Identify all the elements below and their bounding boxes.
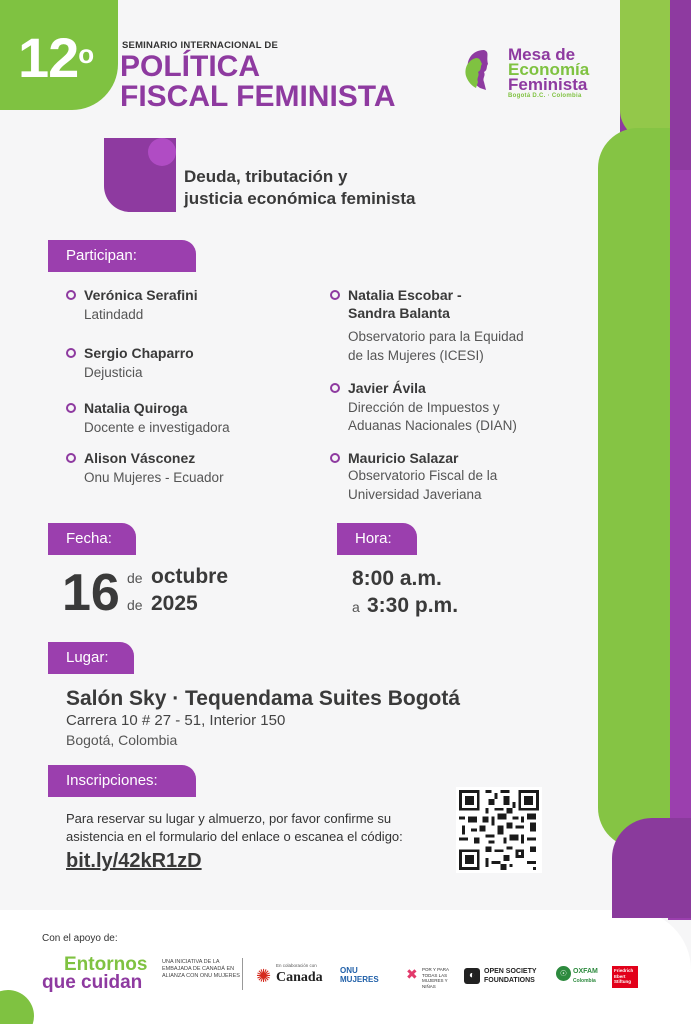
participant-name: Mauricio Salazar [348,450,459,466]
entornos-que-cuidan-logo [42,955,242,995]
registration-line1: Para reservar su lugar y almuerzo, por favor confirme su [66,811,392,826]
entornos-description: UNA INICIATIVA DE LA EMBAJADA DE CANADÁ EN ALIANZA CON ONU MUJERES [162,959,240,979]
open-society-logo [464,968,544,988]
entornos-word: Entornos [64,954,148,975]
date-month: octubre [151,565,229,588]
subtitle-line2: justicia económica feminista [184,189,416,208]
date-de2: de [127,597,143,613]
oxfam-word: OXFAM [573,968,598,975]
bullet-icon [330,453,340,463]
page-title-line1: POLÍTICA [120,50,260,83]
participant-name: Natalia Quiroga [84,400,188,416]
registration-label: Inscripciones: [48,765,196,797]
participant-org: Onu Mujeres - Ecuador [84,470,224,485]
support-caption: Con el apoyo de: [42,933,118,944]
onu-mujeres-logo [340,966,402,988]
bullet-icon [330,383,340,393]
venue-label: Lugar: [48,642,134,674]
logo-location: Bogotá D.C. · Colombia [508,93,582,99]
maple-leaf-icon: ✺ [256,966,272,986]
oxfam-country: Colombia [573,978,596,984]
participant-org: Observatorio Fiscal de la [348,468,498,483]
oxfam-logo [556,966,606,990]
venue-name: Salón Sky · Tequendama Suites Bogotá [66,687,461,710]
participant-name: Javier Ávila [348,380,426,396]
osf-line1: OPEN SOCIETY [484,968,537,975]
logo-line1: Mesa de [508,45,576,64]
mujeres-word: MUJERES [340,975,379,984]
date-de1: de [127,570,143,586]
edition-number [18,28,93,88]
canada-logo [256,963,328,991]
venue-address: Carrera 10 # 27 - 51, Interior 150 [66,712,286,729]
participant-org: Docente e investigadora [84,420,230,435]
page-title-line2: FISCAL FEMINISTA [120,80,396,113]
subtitle-shape-dot [148,138,176,166]
logo-line3: Feminista [508,75,588,94]
venue-city: Bogotá, Colombia [66,732,178,748]
participant-org: Latindadd [84,307,144,322]
bullet-icon [330,290,340,300]
edition-suffix: o [78,39,94,69]
edition-value: 12 [18,26,79,89]
todas-campaign-logo [406,966,456,988]
bullet-icon [66,290,76,300]
bullet-icon [66,348,76,358]
canada-collab-text: En colaboración con [276,963,317,968]
que-cuidan-word: que cuidan [42,972,143,993]
participant-name: Verónica Serafini [84,287,198,303]
date-year: 2025 [151,592,198,615]
time-label: Hora: [337,523,417,555]
participant-org-cont: Universidad Javeriana [348,487,482,502]
footer-divider [242,958,243,990]
seminar-kicker: SEMINARIO INTERNACIONAL DE [122,40,278,51]
campaign-text: POR Y PARA TODAS LAS MUJERES Y NIÑAS [422,967,449,989]
participant-name: Alison Vásconez [84,450,196,466]
registration-link[interactable]: bit.ly/42kR1zD [66,850,202,872]
date-label: Fecha: [48,523,136,555]
onu-word: ONU [340,966,358,975]
time-end: 3:30 p.m. [367,594,459,617]
qr-code-icon[interactable] [456,787,542,873]
participant-org: Dejusticia [84,365,143,380]
date-day: 16 [62,564,120,622]
purple-bottom-right-shape [612,818,691,918]
time-start: 8:00 a.m. [352,567,442,590]
participant-name: Natalia Escobar - [348,287,462,303]
participants-label: Participan: [48,240,196,272]
canada-wordmark: Canada [276,970,323,985]
osf-line2: FOUNDATIONS [484,977,535,984]
osf-mark-icon: ◐ [464,968,480,984]
green-side-bar [598,128,670,848]
participant-org-cont: de las Mujeres (ICESI) [348,348,484,363]
participant-org: Dirección de Impuestos y [348,400,500,415]
registration-line2: asistencia en el formulario del enlace o escanea el código: [66,829,403,844]
oxfam-mark-icon: ☉ [556,966,571,981]
participant-org-cont: Aduanas Nacionales (DIAN) [348,418,517,433]
participant-org: Observatorio para la Equidad [348,329,524,344]
campaign-mark-icon: ✖ [406,966,418,982]
bullet-icon [66,453,76,463]
purple-side-strip [668,100,691,920]
participant-name-cont: Sandra Balanta [348,305,450,321]
green-top-right-shape [620,0,670,140]
subtitle-line1: Deuda, tributación y [184,167,348,186]
friedrich-ebert-stiftung-logo: Friedrich Ebert Stiftung [612,966,638,988]
profile-faces-icon [462,48,504,92]
participant-name: Sergio Chaparro [84,345,194,361]
time-a: a [352,599,360,615]
logo-line2: Economía [508,60,590,79]
mesa-economia-feminista-logo [462,46,602,100]
registration-text [66,810,403,846]
event-subtitle [184,166,415,210]
bullet-icon [66,403,76,413]
